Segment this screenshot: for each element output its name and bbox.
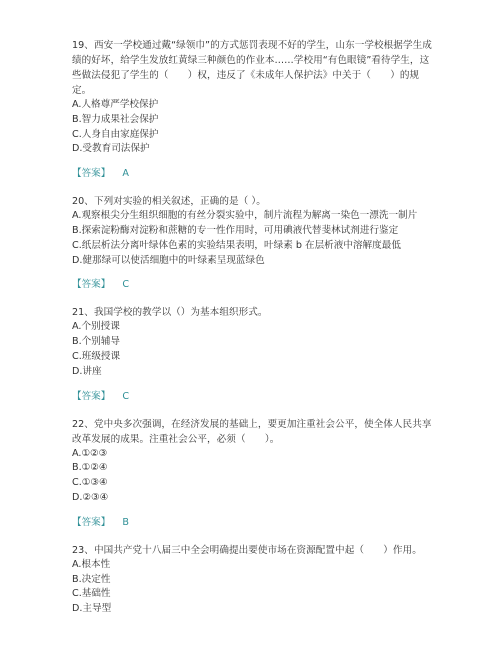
option-a: A.根本性 bbox=[72, 558, 111, 570]
option-b: B.①②④ bbox=[72, 462, 108, 474]
answer-label: 【答案】 bbox=[72, 390, 111, 402]
question-stem: 19、西安一学校通过戴“绿领巾”的方式惩罚表现不好的学生，山东一学校根据学生成绩的好坏，给学生发放红黄绿三种颜色的作业本……学校用“有色眼镜”看待学生，这些做法侵犯了学生的（ ）权，违反了《未成年人保护法》中关于（ ）的规定。 bbox=[72, 40, 432, 96]
question-stem: 21、我国学校的教学以（）为基本组织形式。 bbox=[72, 307, 268, 319]
option-d: D.②③④ bbox=[72, 491, 109, 503]
question-21 bbox=[72, 305, 432, 403]
question-stem: 23、中国共产党十八届三中全会明确提出要使市场在资源配置中起（ ）作用。 bbox=[72, 544, 422, 556]
option-b: B.个别辅导 bbox=[72, 336, 121, 348]
option-a: A.①②③ bbox=[72, 447, 108, 459]
answer-label: 【答案】 bbox=[72, 516, 111, 528]
question-stem: 22、党中央多次强调，在经济发展的基础上，要更加注重社会公平，使全体人民共享改革发展的成果。注重社会公平，必须（ ）。 bbox=[72, 418, 432, 445]
option-d: D.主导型 bbox=[72, 603, 112, 615]
answer-value: C bbox=[122, 279, 130, 291]
option-b: B.决定性 bbox=[72, 573, 111, 585]
answer-value: C bbox=[122, 390, 130, 402]
option-a: A.人格尊严学校保护 bbox=[72, 99, 159, 110]
answer-line bbox=[72, 516, 432, 530]
question-19 bbox=[72, 38, 432, 181]
option-b: B.探索淀粉酶对淀粉和蔗糖的专一性作用时，可用碘液代替斐林试剂进行鉴定 bbox=[72, 224, 399, 236]
option-a: A.观察根尖分生组织细胞的有丝分裂实验中，制片流程为解离一染色一漂洗一制片 bbox=[72, 210, 418, 222]
option-c: C.人身自由家庭保护 bbox=[72, 128, 159, 140]
option-d: D.健那绿可以使活细胞中的叶绿素呈现蓝绿色 bbox=[72, 254, 265, 266]
question-22 bbox=[72, 417, 432, 530]
question-stem: 20、下列对实验的相关叙述，正确的是（ ）。 bbox=[72, 196, 266, 208]
question-23 bbox=[72, 543, 432, 617]
question-20 bbox=[72, 194, 432, 292]
answer-line bbox=[72, 167, 432, 181]
answer-label: 【答案】 bbox=[72, 168, 111, 180]
answer-value: A bbox=[122, 168, 129, 180]
answer-value: B bbox=[122, 516, 129, 528]
option-d: D.受教育司法保护 bbox=[72, 143, 150, 155]
answer-line bbox=[72, 278, 432, 292]
answer-line bbox=[72, 390, 432, 404]
document-page bbox=[72, 38, 432, 617]
option-c: C.纸层析法分离叶绿体色素的实验结果表明，叶绿素 b 在层析液中溶解度最低 bbox=[72, 239, 401, 251]
option-c: C.班级授课 bbox=[72, 350, 121, 362]
option-a: A.个别授课 bbox=[72, 321, 120, 333]
option-d: D.讲座 bbox=[72, 365, 102, 377]
option-b: B.智力成果社会保护 bbox=[72, 113, 159, 125]
option-c: C.①③④ bbox=[72, 477, 108, 489]
option-c: C.基础性 bbox=[72, 588, 111, 600]
answer-label: 【答案】 bbox=[72, 279, 111, 291]
